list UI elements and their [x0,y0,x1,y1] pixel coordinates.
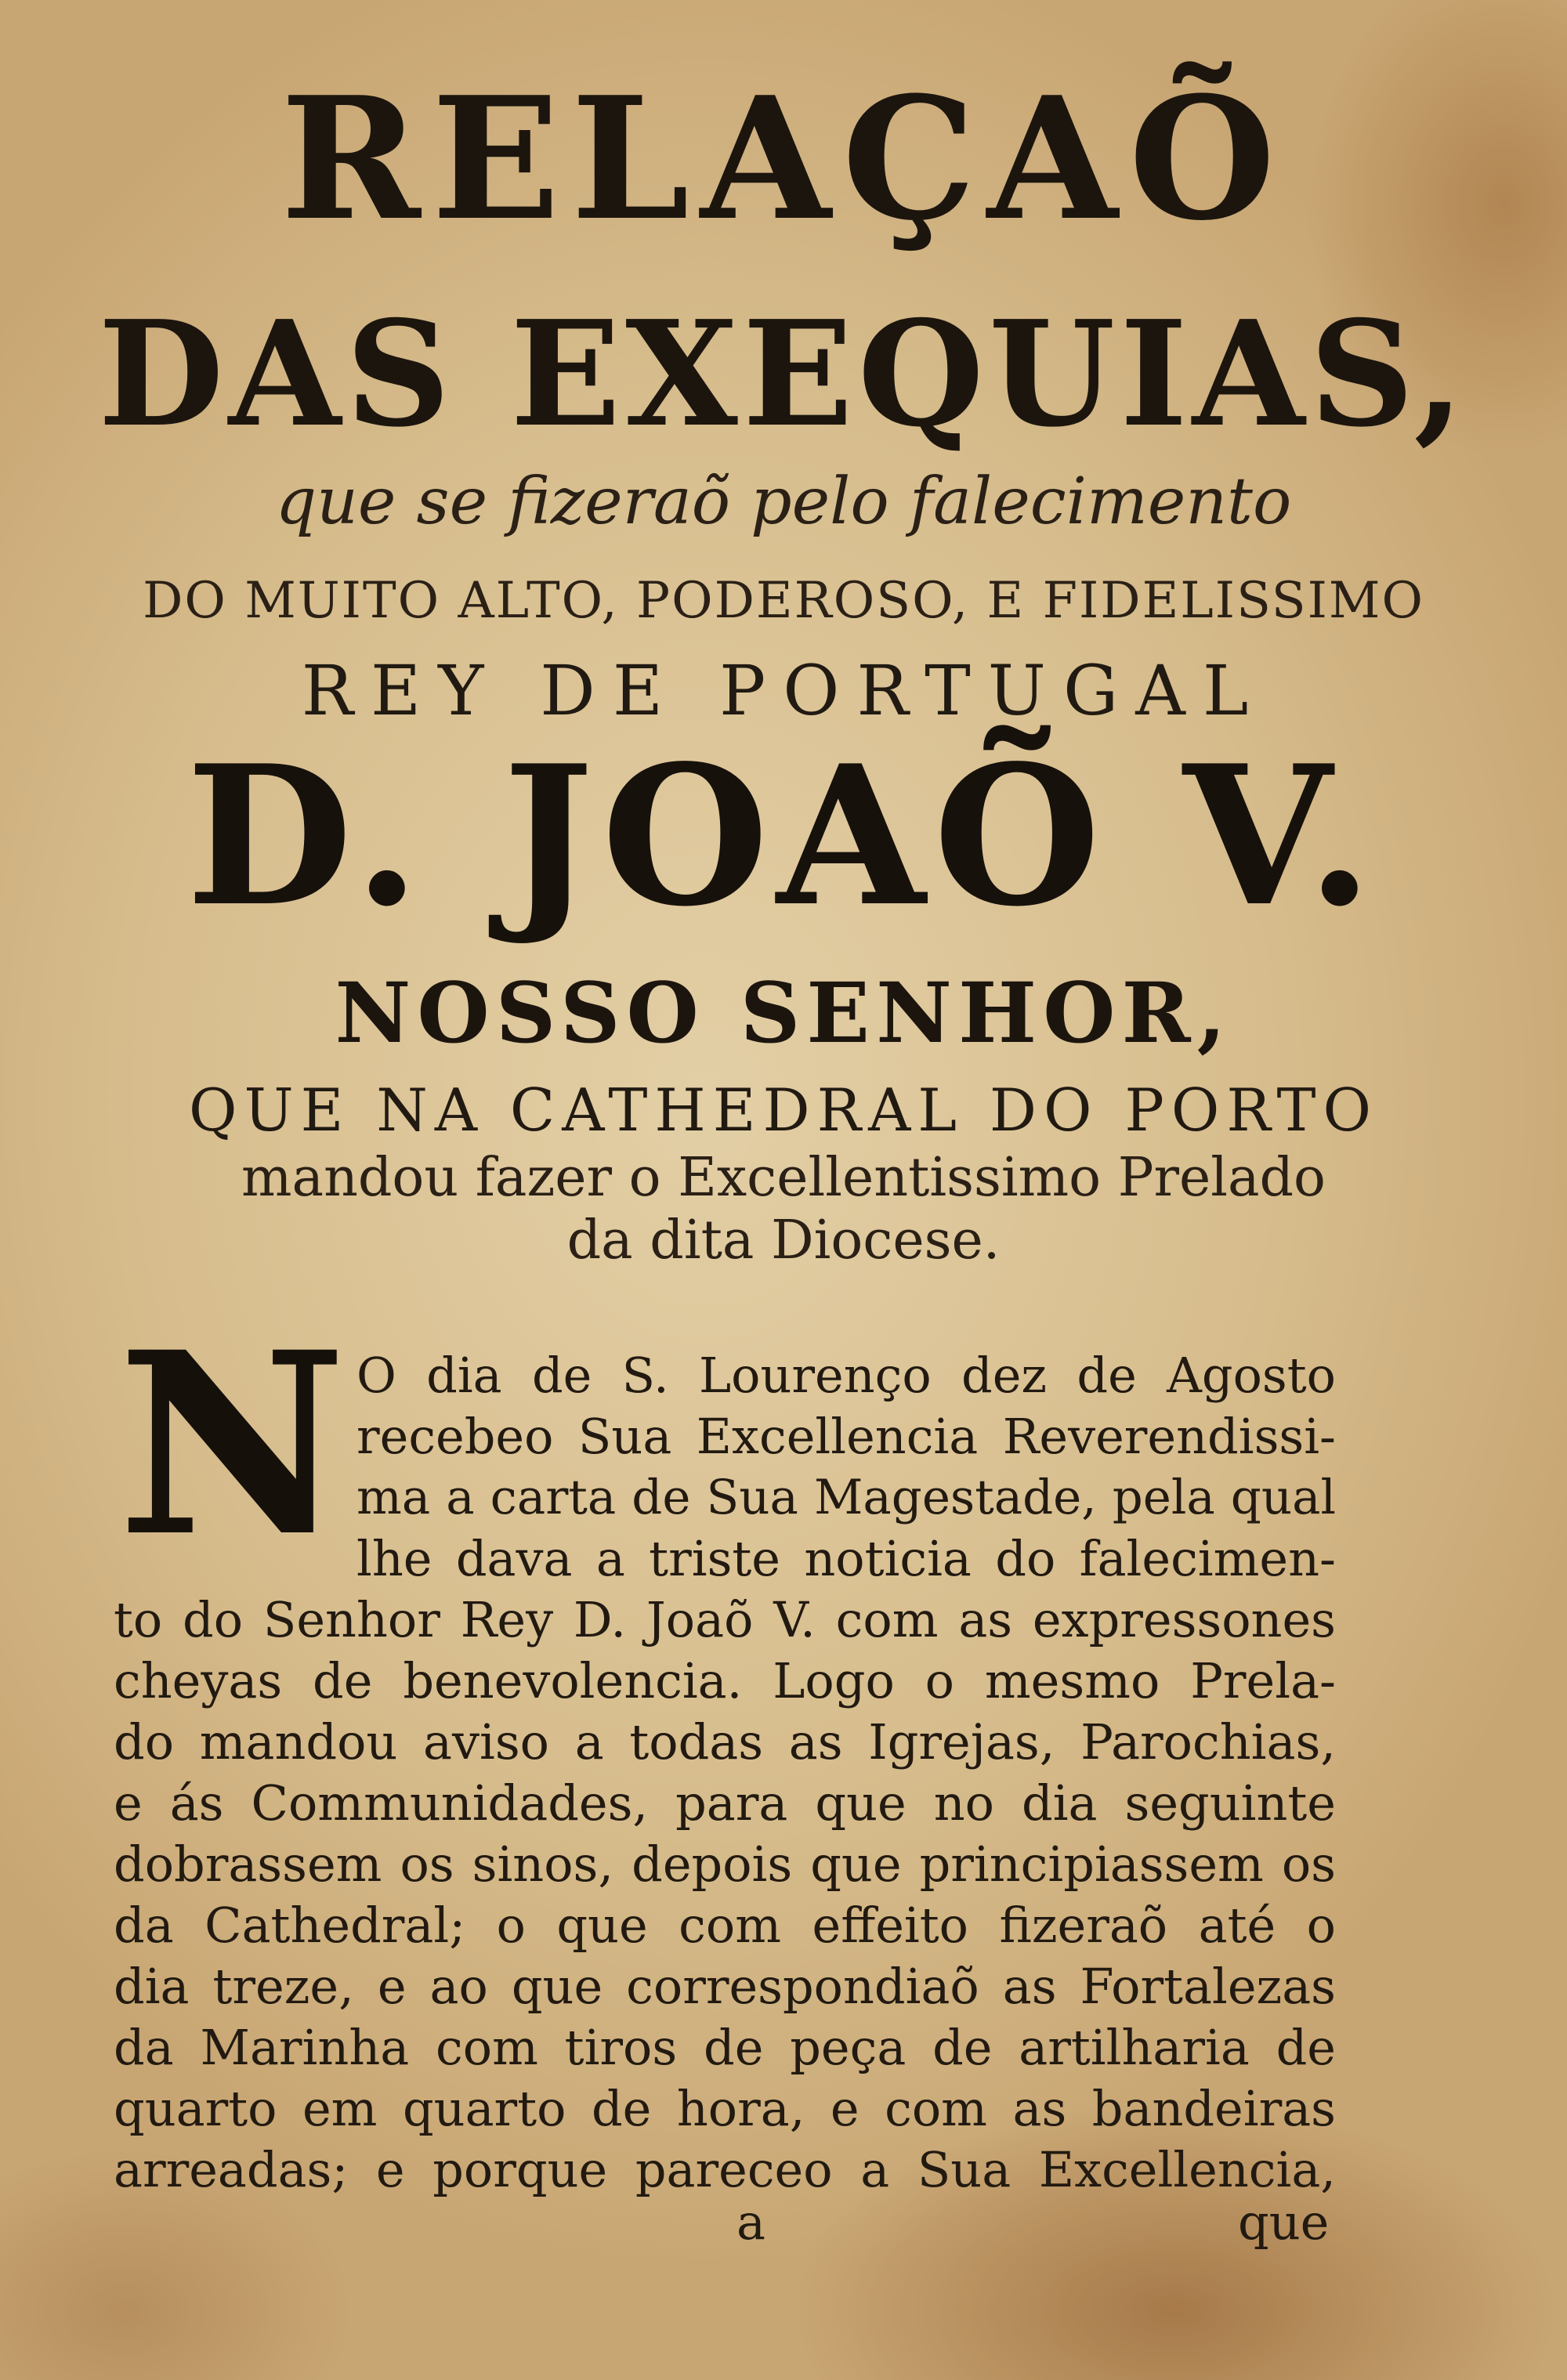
title-king-name: D. JOAÕ V. [186,723,1381,949]
catchword: que [1238,2194,1330,2251]
body-line: O dia de S. Lourenço dez de Agosto [356,1347,1336,1404]
body-line: ma a carta de Sua Magestade, pela qual [356,1470,1336,1525]
drop-cap-initial: N [118,1298,347,1592]
body-line: cheyas de benevolencia. Logo o mesmo Prela- [114,1652,1336,1709]
body-line: da Cathedral; o que com effeito fizeraõ até o [114,1897,1336,1954]
body-line: e ás Communidades, para que no dia seguinte [114,1774,1336,1832]
body-line: to do Senhor Rey D. Joaõ V. com as expressones [114,1591,1336,1648]
body-line: do mandou aviso a todas as Igrejas, Parochias, [114,1713,1336,1771]
body-line: lhe dava a triste noticia do falecimen- [356,1530,1336,1587]
subtitle-prelado: mandou fazer o Excellentissimo Prelado [241,1147,1326,1209]
subtitle-diocese: da dita Diocese. [566,1210,1001,1271]
subtitle-rey-de-portugal: REY DE PORTUGAL [301,650,1266,731]
subtitle-cathedral: QUE NA CATHEDRAL DO PORTO [188,1076,1379,1145]
body-line: quarto em quarto de hora, e com as bandeiras [114,2080,1336,2137]
subtitle-muito-alto: DO MUITO ALTO, PODEROSO, E FIDELISSIMO [143,572,1424,630]
body-line: recebeo Sua Excellencia Reverendissi- [356,1408,1336,1465]
body-line: dia treze, e ao que correspondiaõ as Fortalezas [114,1958,1336,2015]
title-nosso-senhor: NOSSO SENHOR, [335,964,1232,1062]
title-das-exequias: DAS EXEQUIAS, [98,288,1469,459]
body-line: dobrassem os sinos, depois que principiassem os [114,1836,1336,1893]
signature-mark: a [736,2194,765,2251]
title-relacao: RELAÇAÕ [280,60,1287,258]
body-line: arreadas; e porque pareceo a Sua Excellencia, [114,2141,1336,2198]
subtitle-falecimento: que se fizeraõ pelo falecimento [275,465,1292,539]
body-line: da Marinha com tiros de peça de artilharia de [114,2019,1336,2076]
